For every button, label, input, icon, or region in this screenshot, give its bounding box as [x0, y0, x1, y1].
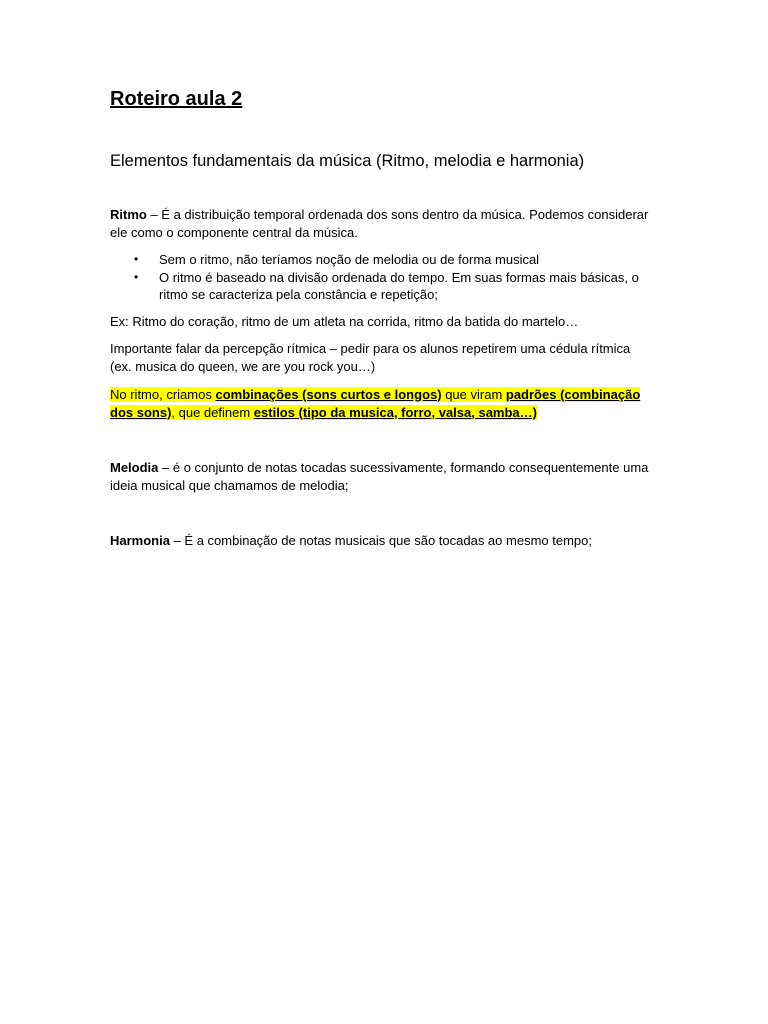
list-item-text: Sem o ritmo, não teríamos noção de melodia ou de forma musical [159, 252, 540, 267]
highlighted-paragraph [110, 386, 655, 422]
list-item-text: O ritmo é baseado na divisão ordenada do tempo. Em suas formas mais básicas, o ritmo se caracteriza pela constância e repetição; [159, 269, 639, 302]
harmonia-paragraph [110, 532, 655, 550]
highlight-combinacoes: combinações (sons curtos e longos) [215, 386, 442, 402]
ritmo-paragraph [110, 206, 655, 242]
melodia-definition: – é o conjunto de notas tocadas sucessivamente, formando consequentemente uma ideia musical que chamamos de melodia; [110, 459, 649, 493]
document-title: Roteiro aula 2 [110, 88, 243, 110]
section-subtitle: Elementos fundamentais da música (Ritmo, melodia e harmonia) [110, 152, 585, 170]
melodia-term: Melodia [110, 459, 159, 475]
melodia-paragraph [110, 459, 655, 495]
list-item [110, 269, 655, 304]
highlight-padroes: padrões (combinação dos sons) [110, 386, 641, 420]
list-item [110, 251, 655, 269]
highlight-text-2: que viram [441, 386, 506, 402]
ritmo-term: Ritmo [110, 207, 147, 222]
importante-paragraph: Importante falar da percepção rítmica – pedir para os alunos repetirem uma cédula rítmica (ex. musica do queen, we are you rock you…) [110, 340, 631, 374]
highlight-text-3: , que definem [171, 404, 254, 420]
ritmo-bullet-list [110, 251, 655, 304]
bullet-icon: • [134, 252, 139, 266]
document-body [110, 86, 655, 550]
example-paragraph: Ex: Ritmo do coração, ritmo de um atleta na corrida, ritmo da batida do martelo… [110, 313, 579, 329]
harmonia-definition: – É a combinação de notas musicais que são tocadas ao mesmo tempo; [169, 532, 592, 548]
highlight-estilos: estilos (tipo da musica, forro, valsa, samba…) [253, 404, 537, 420]
bullet-icon: • [134, 269, 139, 284]
highlight-text-1: No ritmo, criamos [110, 386, 216, 402]
harmonia-term: Harmonia [110, 532, 170, 548]
ritmo-definition: – É a distribuição temporal ordenada dos sons dentro da música. Podemos considerar ele como o componente central da música. [110, 207, 649, 240]
